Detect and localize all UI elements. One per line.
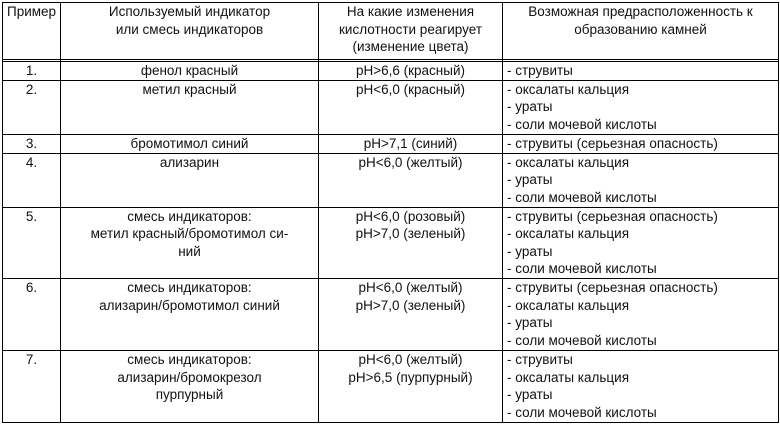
acidity-cell-line: pH<6,0 (желтый) (358, 154, 463, 170)
indicator-cell (61, 351, 319, 423)
stones-cell-line: - ураты (507, 315, 553, 331)
stones-cell-line: - оксалаты кальция (507, 226, 630, 242)
table-body (3, 62, 779, 423)
header-row (3, 3, 779, 60)
acidity-cell-line: pH<6,0 (желтый) (358, 352, 463, 368)
stones-cell-line: - струвиты (серьезная опасность) (507, 135, 718, 151)
stones-cell (503, 80, 779, 134)
indicator-cell-line: ализарин/бромокрезол (117, 369, 262, 385)
indicator-cell (61, 153, 319, 207)
example-number-cell-line: 1. (25, 63, 38, 78)
table-row (3, 134, 779, 153)
acidity-cell (319, 62, 503, 81)
stones-cell-line: - соли мочевой кислоты (507, 189, 657, 205)
indicator-cell-line: ализарин/бромотимол синий (99, 297, 280, 313)
acidity-cell (319, 207, 503, 279)
stones-cell-line: - струвиты (507, 352, 573, 368)
header-indicator-line: или смесь индикаторов (115, 21, 264, 37)
header-acidity-line: кислотности реагирует (339, 21, 482, 37)
example-number-cell (3, 207, 61, 279)
stones-cell-line: - соли мочевой кислоты (507, 116, 657, 132)
header-stones-line: Возможная предрасположенность к (528, 4, 753, 19)
stones-cell (503, 62, 779, 81)
stones-cell-line: - оксалаты кальция (507, 297, 630, 313)
stones-cell-line: - соли мочевой кислоты (507, 404, 657, 420)
header-acidity-line: (изменение цвета) (352, 39, 469, 54)
acidity-cell-line: pH<6,0 (желтый) (358, 280, 463, 296)
header-indicator-line: Используемый индикатор (108, 4, 271, 19)
table-row (3, 62, 779, 81)
example-number-cell (3, 279, 61, 351)
header-indicator (61, 3, 319, 60)
stones-cell (503, 351, 779, 423)
stones-cell-line: - струвиты (серьезная опасность) (507, 280, 718, 296)
header-acidity-line: На какие изменения (346, 4, 475, 19)
indicator-cell (61, 62, 319, 81)
acidity-cell-line: pH>7,1 (синий) (363, 135, 458, 151)
stones-cell (503, 279, 779, 351)
indicator-cell-line: пурпурный (155, 387, 224, 403)
example-number-cell (3, 80, 61, 134)
header-acidity (319, 3, 503, 60)
header-stones-line: образованию камней (574, 21, 707, 37)
table-row (3, 279, 779, 351)
stones-cell (503, 207, 779, 279)
stones-cell-line: - ураты (507, 243, 553, 259)
stones-cell-line: - соли мочевой кислоты (507, 332, 657, 348)
stones-cell-line: - ураты (507, 387, 553, 403)
stones-cell (503, 134, 779, 153)
indicator-cell (61, 134, 319, 153)
stones-cell-line: - ураты (507, 99, 553, 115)
stones-cell-line: - соли мочевой кислоты (507, 261, 657, 277)
header-stones (503, 3, 779, 60)
example-number-cell-line: 7. (25, 352, 38, 368)
example-number-cell (3, 134, 61, 153)
indicator-cell (61, 80, 319, 134)
acidity-cell-line: pH<6,0 (красный) (355, 81, 466, 97)
acidity-cell (319, 80, 503, 134)
example-number-cell (3, 62, 61, 81)
acidity-cell-line: pH>6,6 (красный) (355, 63, 466, 78)
acidity-cell-line: pH>7,0 (зеленый) (355, 297, 466, 313)
acidity-cell-line: pH<6,0 (розовый) (355, 208, 466, 224)
table-row (3, 80, 779, 134)
table-row (3, 207, 779, 279)
example-number-cell-line: 2. (25, 81, 38, 97)
acidity-cell (319, 134, 503, 153)
acidity-cell-line: pH>6,5 (пурпурный) (348, 369, 473, 385)
stones-cell-line: - ураты (507, 172, 553, 187)
header-example-text: Пример (7, 4, 57, 19)
example-number-cell (3, 351, 61, 423)
example-number-cell-line: 5. (25, 208, 38, 224)
indicator-cell-line: ализарин (159, 154, 220, 170)
indicator-cell-line: ний (178, 243, 201, 259)
example-number-cell (3, 153, 61, 207)
indicator-cell-line: метил красный/бромотимол си- (90, 226, 289, 242)
acidity-cell (319, 279, 503, 351)
indicator-cell-line: смесь индикаторов: (127, 352, 252, 368)
stones-cell-line: - струвиты (серьезная опасность) (507, 208, 718, 224)
indicator-cell (61, 207, 319, 279)
stones-cell-line: - оксалаты кальция (507, 81, 630, 97)
indicator-cell-line: метил красный (142, 81, 237, 97)
example-number-cell-line: 4. (25, 154, 38, 170)
example-number-cell-line: 3. (25, 135, 38, 151)
indicator-table (2, 2, 779, 423)
header-example (3, 3, 61, 60)
example-number-cell-line: 6. (25, 280, 38, 296)
indicator-cell-line: бромотимол синий (130, 135, 249, 151)
table-row (3, 153, 779, 207)
indicator-cell (61, 279, 319, 351)
acidity-cell-line: pH>7,0 (зеленый) (355, 226, 466, 242)
indicator-cell-line: смесь индикаторов: (127, 280, 252, 296)
acidity-cell (319, 351, 503, 423)
indicator-cell-line: смесь индикаторов: (127, 208, 252, 224)
acidity-cell (319, 153, 503, 207)
table-row (3, 351, 779, 423)
stones-cell-line: - оксалаты кальция (507, 369, 630, 385)
stones-cell-line: - струвиты (507, 63, 573, 78)
stones-cell (503, 153, 779, 207)
indicator-cell-line: фенол красный (140, 63, 239, 78)
stones-cell-line: - оксалаты кальция (507, 154, 630, 170)
